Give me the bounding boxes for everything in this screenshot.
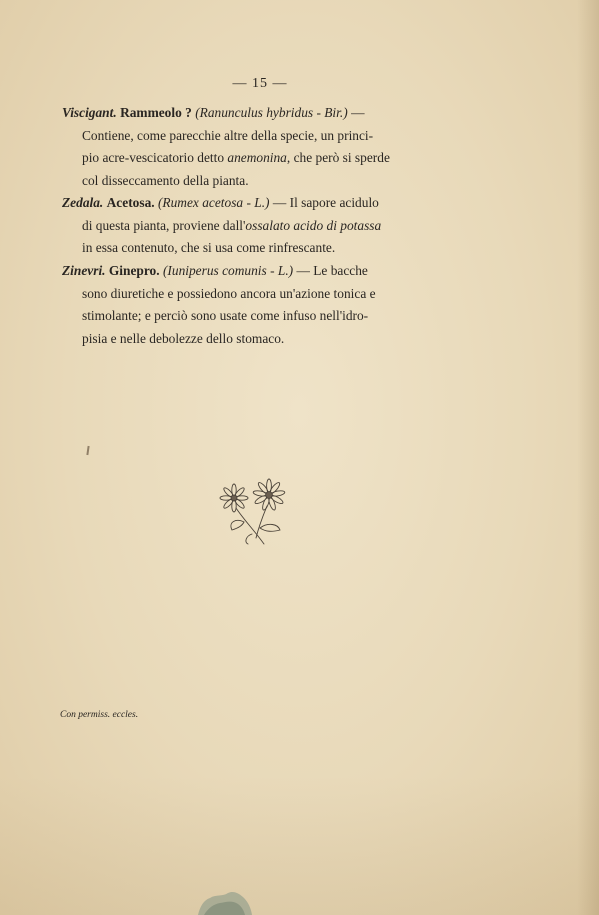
entry-text-line: col disseccamento della pianta. <box>82 172 249 188</box>
dash: — <box>351 105 365 120</box>
imprimatur-note: Con permiss. eccles. <box>60 710 139 720</box>
stray-ink-mark <box>86 446 89 455</box>
italic-term: ossalato acido di potassa <box>245 217 382 233</box>
entry-rammeolo <box>62 102 460 192</box>
latin-name: (Iuniperus comunis - L.) <box>162 263 294 278</box>
entry-text-line: Contiene, come parecchie altre della specie, un princi- <box>82 127 374 143</box>
dialect-name: Viscigant. <box>62 105 117 120</box>
text-segment: , che però si sperde <box>286 150 390 165</box>
text-segment: — Il sapore acidulo <box>269 195 379 210</box>
entry-ginepro <box>62 260 460 350</box>
latin-name: (Rumex acetosa - L.) <box>157 195 270 210</box>
entry-text-line <box>62 147 460 170</box>
latin-name: (Ranunculus hybridus - Bir.) <box>195 105 348 120</box>
entry-text-line: stimolante; e perciò sono usate come infuso nell'idro- <box>82 308 369 323</box>
entry-heading-line <box>62 260 460 283</box>
entry-text-line: sono diuretiche e possiedono ancora un'azione tonica e <box>82 285 376 301</box>
entry-text-line <box>62 215 460 238</box>
italian-name: Rammeolo ? <box>120 105 192 120</box>
entry-heading-line <box>62 102 460 125</box>
dialect-name: Zedala. <box>62 195 104 210</box>
text-segment: — Le bacche <box>293 263 368 278</box>
page-bottom-tone <box>0 775 599 915</box>
entry-acetosa <box>62 192 460 260</box>
text-segment: di questa pianta, proviene dall' <box>82 217 246 233</box>
page-number: — 15 — <box>232 76 288 91</box>
italic-term: anemonina <box>227 150 287 165</box>
daisy-flowers-icon <box>214 478 298 550</box>
text-segment: pio acre-vescicatorio detto <box>82 150 228 165</box>
paper-tear-mark <box>196 888 254 915</box>
italian-name: Acetosa. <box>106 195 155 210</box>
italian-name: Ginepro. <box>108 263 160 278</box>
entry-text-line: in essa contenuto, che si usa come rinfrescante. <box>82 240 336 255</box>
dialect-name: Zinevri. <box>62 263 106 278</box>
entry-text-line: pisia e nelle debolezze dello stomaco. <box>82 330 285 346</box>
entry-heading-line <box>62 192 460 215</box>
